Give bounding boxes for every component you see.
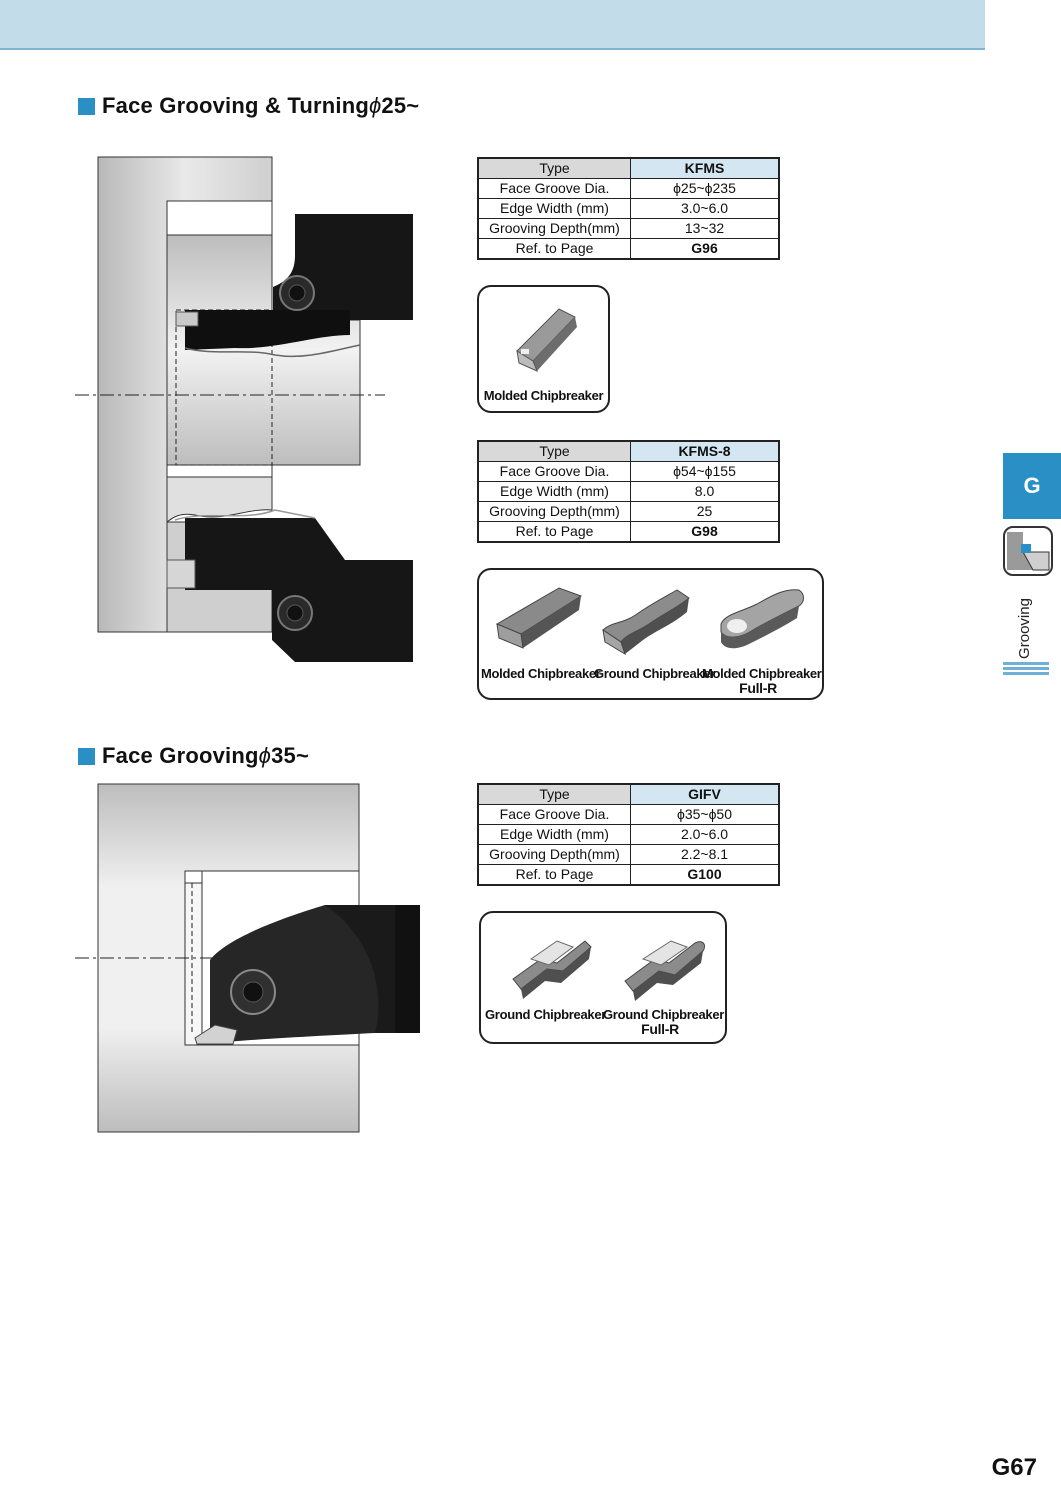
- type-label: Type: [478, 441, 631, 462]
- row-label: Face Groove Dia.: [478, 179, 631, 199]
- row-label: Edge Width (mm): [478, 199, 631, 219]
- row-label: Face Groove Dia.: [478, 805, 631, 825]
- type-value: GIFV: [631, 784, 780, 805]
- insert-box-gifv: [479, 911, 727, 1044]
- type-value: KFMS: [631, 158, 780, 179]
- insert-caption: [702, 666, 822, 696]
- side-tab-letter: G: [1023, 473, 1041, 498]
- insert-caption: [594, 666, 716, 681]
- section-square-icon: [78, 748, 95, 765]
- insert-caption-name: Ground Chipbreaker: [485, 1007, 607, 1022]
- insert-caption: Molded Chipbreaker: [483, 388, 604, 403]
- ref-page-link[interactable]: G96: [631, 239, 780, 260]
- grooving-category-icon: [1003, 526, 1053, 576]
- molded-insert-image: [509, 301, 584, 373]
- row-value: 13~32: [631, 219, 780, 239]
- section-title-main: Face Grooving: [102, 743, 259, 768]
- row-label: Grooving Depth(mm): [478, 502, 631, 522]
- side-decorative-lines: [1003, 662, 1049, 677]
- spec-table-kfms: [477, 157, 780, 260]
- section-title-face-grooving-turning: [78, 93, 419, 119]
- section-title-tail: 35~: [271, 743, 309, 768]
- insert-box-kfms: [477, 285, 610, 413]
- side-label-text: Grooving: [1015, 597, 1033, 659]
- insert-caption-name: Ground Chipbreaker: [603, 1007, 725, 1022]
- ground-insert-image: [597, 584, 693, 656]
- ref-page-link[interactable]: G98: [631, 522, 780, 543]
- molded-insert-image: [493, 582, 583, 654]
- insert-caption: [485, 1007, 607, 1022]
- section-title-face-grooving: [78, 743, 309, 769]
- insert-caption-sub: Full-R: [641, 1021, 679, 1037]
- row-value: 2.0~6.0: [631, 825, 780, 845]
- insert-caption-name: Ground Chipbreaker: [594, 666, 716, 681]
- row-label: Edge Width (mm): [478, 825, 631, 845]
- ref-page-link[interactable]: G100: [631, 865, 780, 886]
- row-value: 25: [631, 502, 780, 522]
- insert-caption-name: Molded Chipbreaker: [481, 666, 601, 681]
- header-band: [0, 0, 985, 50]
- row-value: 8.0: [631, 482, 780, 502]
- face-grooving-diagram: [75, 780, 425, 1136]
- face-grooving-turning-diagram: [75, 150, 420, 665]
- ground-insert-image: [501, 923, 596, 1007]
- row-value: ϕ35~ϕ50: [631, 805, 780, 825]
- insert-caption: [603, 1007, 725, 1037]
- insert-caption-name: Molded Chipbreaker: [702, 666, 822, 681]
- side-label: [1004, 588, 1044, 668]
- phi-symbol: ϕ: [258, 743, 272, 768]
- ground-full-r-insert-image: [611, 923, 711, 1007]
- phi-symbol: ϕ: [368, 93, 382, 118]
- row-value: ϕ25~ϕ235: [631, 179, 780, 199]
- section-title-tail: 25~: [381, 93, 420, 118]
- type-label: Type: [478, 158, 631, 179]
- row-value: 3.0~6.0: [631, 199, 780, 219]
- insert-caption: [481, 666, 601, 681]
- row-label: Edge Width (mm): [478, 482, 631, 502]
- insert-box-kfms-8: [477, 568, 824, 700]
- row-value: 2.2~8.1: [631, 845, 780, 865]
- section-title-main: Face Grooving & Turning: [102, 93, 369, 118]
- row-label: Grooving Depth(mm): [478, 845, 631, 865]
- type-label: Type: [478, 784, 631, 805]
- side-index-tab-g[interactable]: [1003, 453, 1061, 519]
- type-value: KFMS-8: [631, 441, 780, 462]
- row-label: Grooving Depth(mm): [478, 219, 631, 239]
- page-number: G67: [991, 1454, 1037, 1481]
- row-label: Ref. to Page: [478, 522, 631, 543]
- spec-table-kfms-8: [477, 440, 780, 543]
- row-label: Face Groove Dia.: [478, 462, 631, 482]
- row-label: Ref. to Page: [478, 239, 631, 260]
- row-value: ϕ54~ϕ155: [631, 462, 780, 482]
- section-square-icon: [78, 98, 95, 115]
- spec-table-gifv: [477, 783, 780, 886]
- insert-caption-sub: Full-R: [739, 680, 777, 696]
- molded-full-r-insert-image: [711, 584, 807, 656]
- row-label: Ref. to Page: [478, 865, 631, 886]
